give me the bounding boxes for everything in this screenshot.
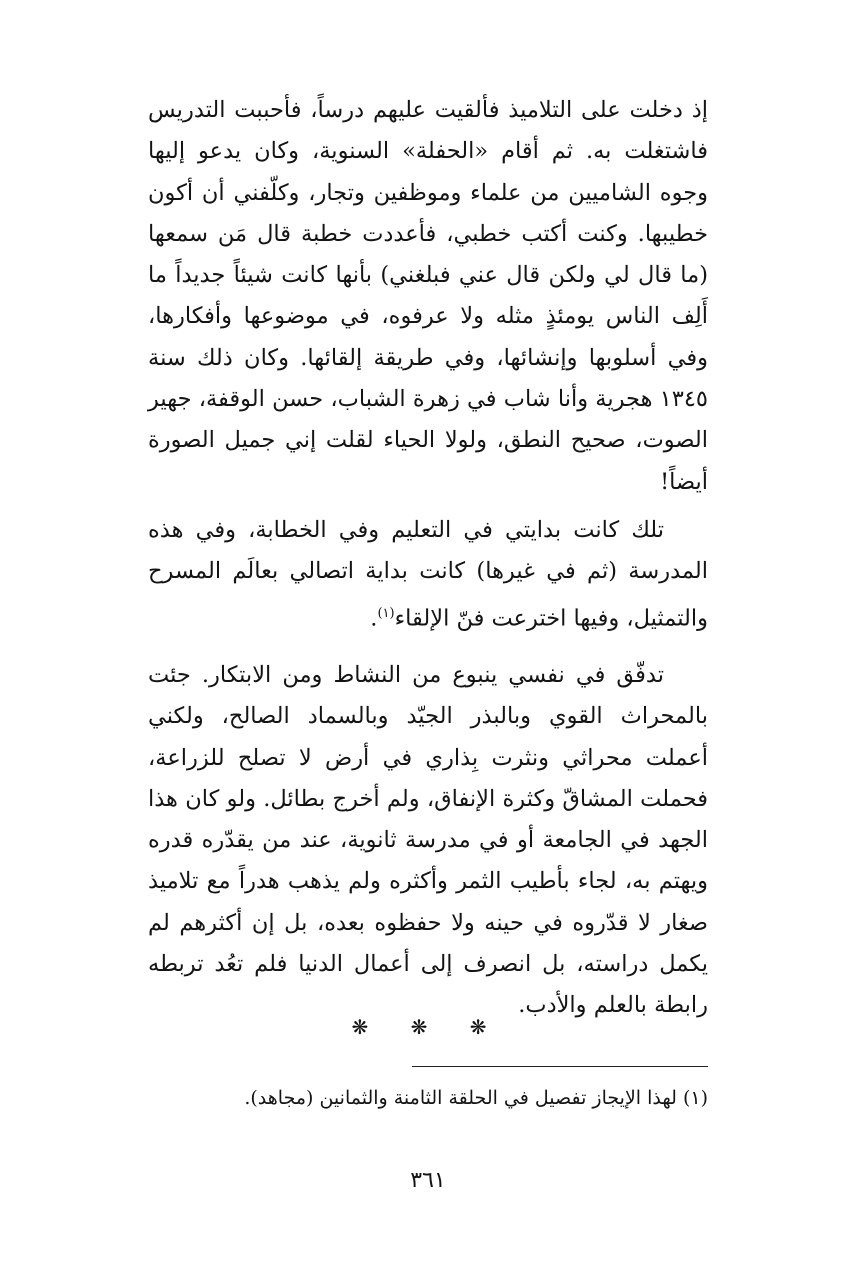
paragraph-1: إذ دخلت على التلاميذ فألقيت عليهم درساً، فأحببت التدريس فاشتغلت به. ثم أقام «الحفلة» السنوية، وكان يدعو إليها وجوه الشاميين من علماء وموظفين وتجار، وكلّفني أن أكون خطيبها. وكنت أكتب خطبي، فأعددت خطبة قال مَن سمعها (ما قال لي ولكن قال عني فبلغني) بأنها كانت شيئاً جديداً ما أَلِف الناس يومئذٍ مثله ولا عرفوه، في موضوعها وأفكارها، وفي أسلوبها وإنشائها، وفي طريقة إلقائها. وكان ذلك سنة ١٣٤٥ هجرية وأنا شاب في زهرة الشباب، حسن الوقفة، جهير الصوت، صحيح النطق، ولولا الحياء لقلت إني جميل الصورة أيضاً! [148, 97, 708, 495]
paragraph-2-period: . [370, 605, 378, 632]
page-number: ٣٦١ [410, 1168, 446, 1193]
section-separator: ❋ ❋ ❋ [351, 1015, 505, 1039]
paragraph-2-text: تلك كانت بدايتي في التعليم وفي الخطابة، وفي هذه المدرسة (ثم في غيرها) كانت بداية اتصالي بعالَم المسرح والتمثيل، وفيها اخترعت فنّ الإلقاء [148, 517, 708, 632]
paragraph-2 [148, 510, 708, 639]
paragraph-3: تدفّق في نفسي ينبوع من النشاط ومن الابتكار. جئت بالمحراث القوي وبالبذر الجيّد وبالسماد الصالح، ولكني أعملت محراثي ونثرت بِذاري في أرض لا تصلح للزراعة، فحملت المشاقّ وكثرة الإنفاق، ولم أخرج بطائل. ولو كان هذا الجهد في الجامعة أو في مدرسة ثانوية، عند من يقدّره قدره ويهتم به، لجاء بأطيب الثمر وأكثره ولم يذهب هدراً مع تلاميذ صغار لا قدّروه في حينه ولا حفظوه بعده، بل إن أكثرهم لم يكمل دراسته، بل انصرف إلى أعمال الدنيا فلم تعُد تربطه رابطة بالعلم والأدب. [148, 662, 708, 1019]
footnote: (١) لهذا الإيجاز تفصيل في الحلقة الثامنة والثمانين (مجاهد). [244, 1087, 708, 1109]
footnote-reference[interactable]: (١) [377, 605, 395, 621]
footnote-divider [412, 1066, 708, 1067]
